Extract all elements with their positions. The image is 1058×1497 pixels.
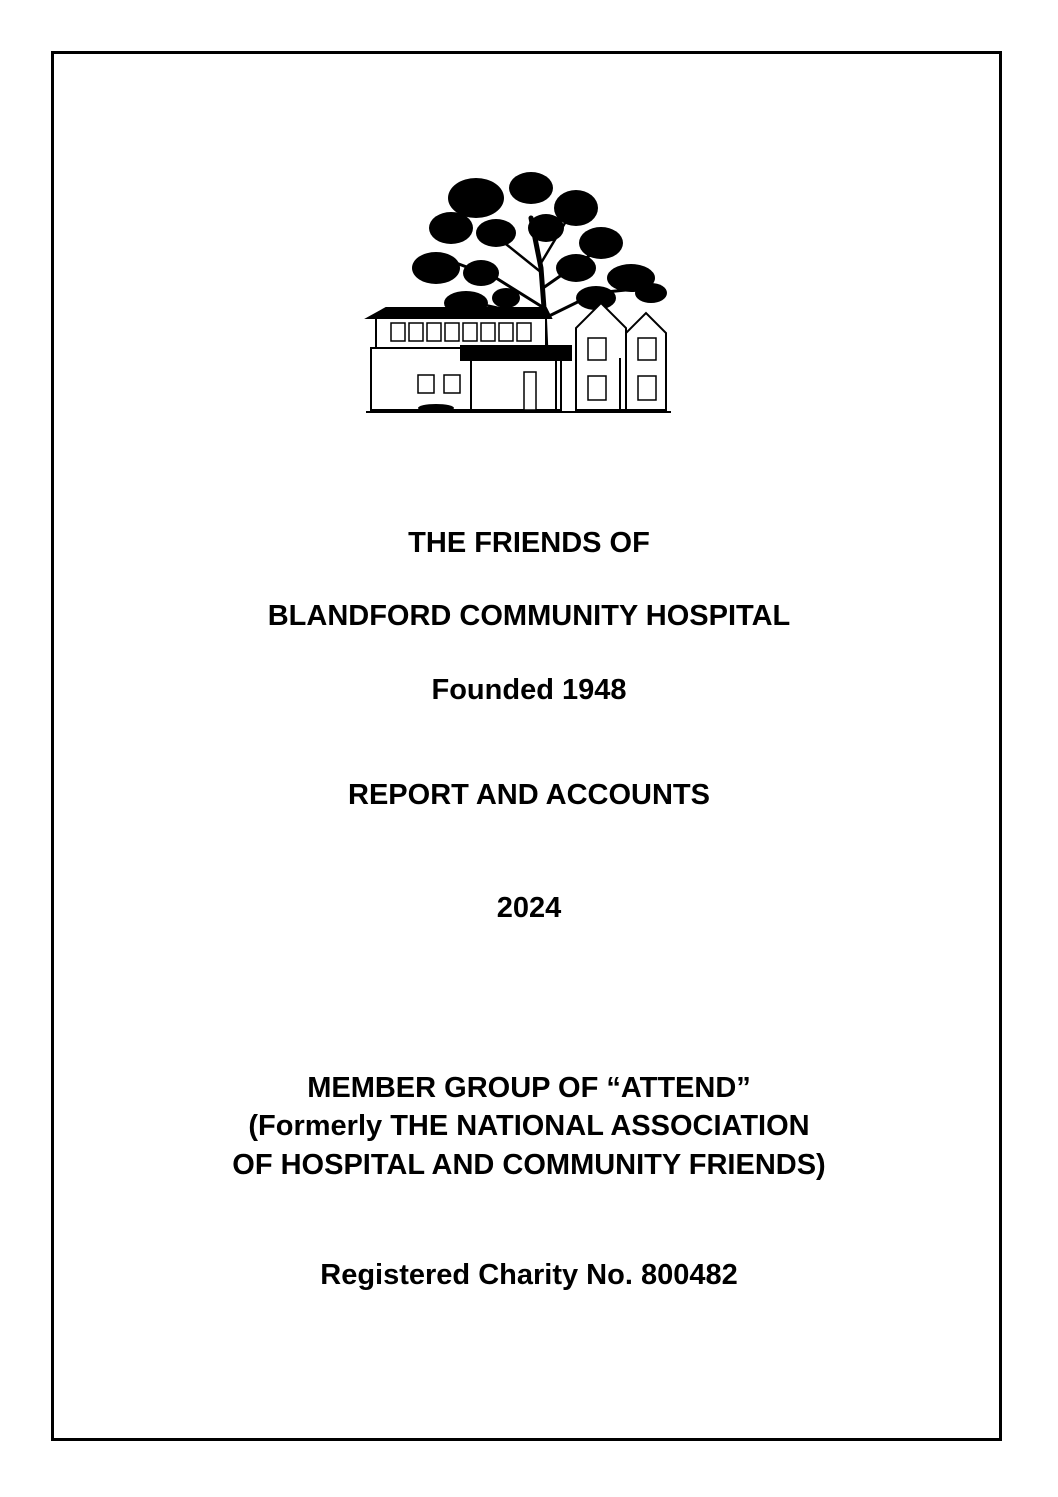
tree-and-hospital-building-icon — [346, 168, 682, 418]
report-year: 2024 — [496, 892, 562, 924]
charity-number: Registered Charity No. 800482 — [320, 1259, 738, 1291]
organisation-name: BLANDFORD COMMUNITY HOSPITAL — [267, 600, 791, 632]
membership-line-2: (Formerly THE NATIONAL ASSOCIATION — [248, 1110, 810, 1142]
founded-year: Founded 1948 — [431, 674, 627, 706]
membership-line-1: MEMBER GROUP OF “ATTEND” — [307, 1072, 751, 1104]
membership-line-3: OF HOSPITAL AND COMMUNITY FRIENDS) — [232, 1149, 826, 1181]
report-title: REPORT AND ACCOUNTS — [348, 779, 710, 811]
cover-title-line: THE FRIENDS OF — [408, 527, 650, 559]
